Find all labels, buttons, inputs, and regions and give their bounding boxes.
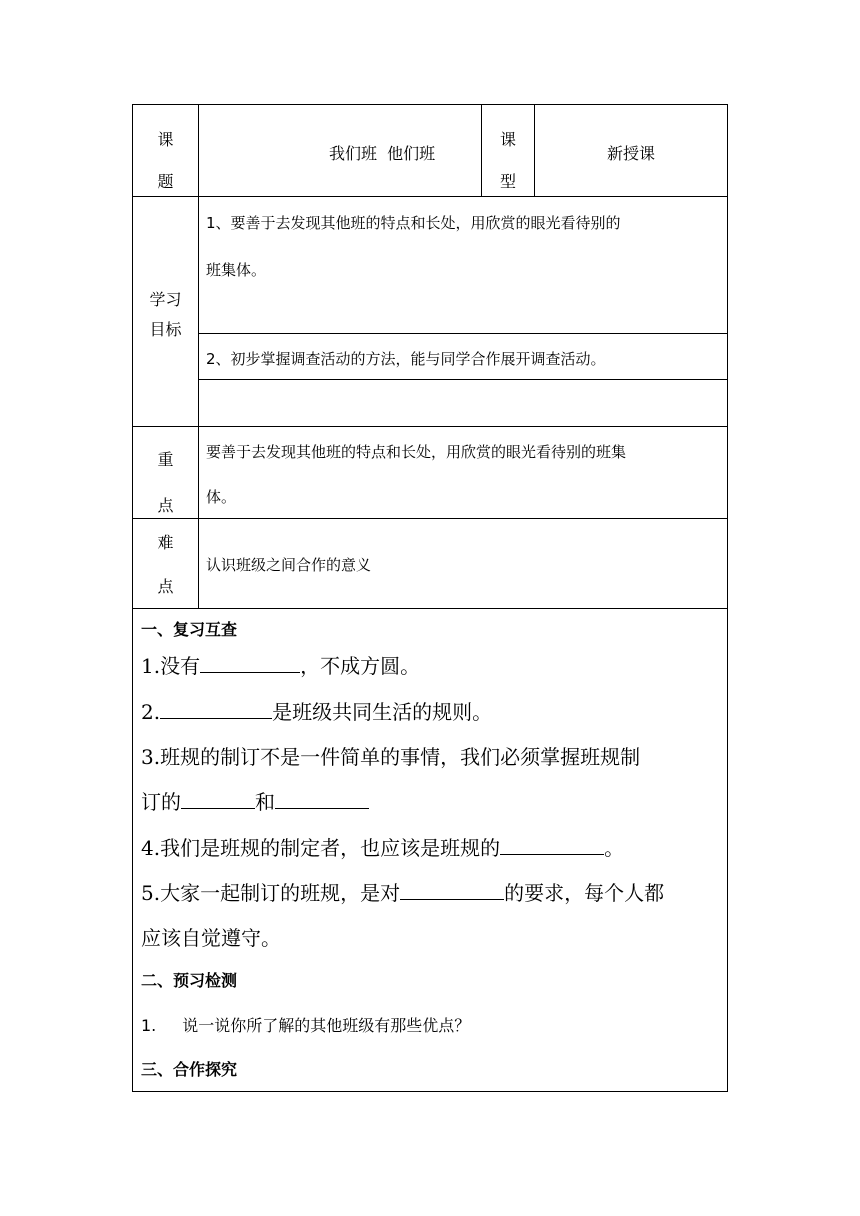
- review-heading: 一、复习互查: [141, 620, 238, 639]
- row-divider: [133, 196, 727, 197]
- review-question-3-line1: 3.班规的制订不是一件简单的事情，我们必须掌握班规制: [141, 745, 641, 769]
- review-question-2: 2. 是班级共同生活的规则。: [141, 700, 493, 724]
- review-question-5-line2: 应该自觉遵守。: [141, 926, 281, 950]
- key-point-label: 重 点: [157, 450, 174, 515]
- course-title: 我们班 他们班: [329, 144, 436, 163]
- review-question-1: 1.没有 ，不成方圆。: [141, 654, 421, 678]
- preview-heading: 二、预习检测: [141, 971, 238, 990]
- type-value: 新授课: [606, 144, 655, 163]
- difficulty-label: 难 点: [157, 533, 174, 596]
- answer-blank[interactable]: [275, 807, 369, 809]
- difficulty-text: 认识班级之间合作的意义: [206, 556, 372, 574]
- review-question-3-line2: 订的 和: [141, 786, 369, 815]
- review-question-5-line1: 5.大家一起制订的班规，是对 的要求，每个人都: [141, 881, 665, 905]
- answer-blank[interactable]: [160, 717, 272, 719]
- key-point-line1: 要善于去发现其他班的特点和长处，用欣赏的眼光看待别的班集: [206, 443, 627, 461]
- row-divider: [133, 518, 727, 519]
- lesson-plan-table: [132, 104, 728, 1092]
- answer-blank[interactable]: [400, 898, 504, 900]
- course-label: 课 题: [157, 130, 174, 191]
- objective-item-1-line1: 1、要善于去发现其他班的特点和长处，用欣赏的眼光看待别的: [206, 214, 621, 232]
- preview-item: 1. 说一说你所了解的其他班级有那些优点？: [141, 1016, 471, 1035]
- key-point-line2: 体。: [206, 488, 237, 506]
- answer-blank[interactable]: [200, 671, 300, 673]
- row-divider: [133, 608, 727, 609]
- objective-item-1-line2: 班集体。: [206, 261, 267, 279]
- objectives-label: 学习 目标: [149, 290, 182, 339]
- cooperate-heading: 三、合作探究: [141, 1060, 238, 1079]
- review-question-4: 4.我们是班规的制定者，也应该是班规的 。: [141, 836, 625, 860]
- type-label: 课 型: [499, 130, 516, 191]
- objective-item-2: 2、初步掌握调查活动的方法，能与同学合作展开调查活动。: [206, 350, 606, 368]
- col-divider: [198, 105, 199, 608]
- answer-blank[interactable]: [181, 807, 255, 809]
- row-divider: [198, 333, 727, 334]
- answer-blank[interactable]: [500, 853, 604, 855]
- row-divider: [198, 379, 727, 380]
- row-divider: [133, 426, 727, 427]
